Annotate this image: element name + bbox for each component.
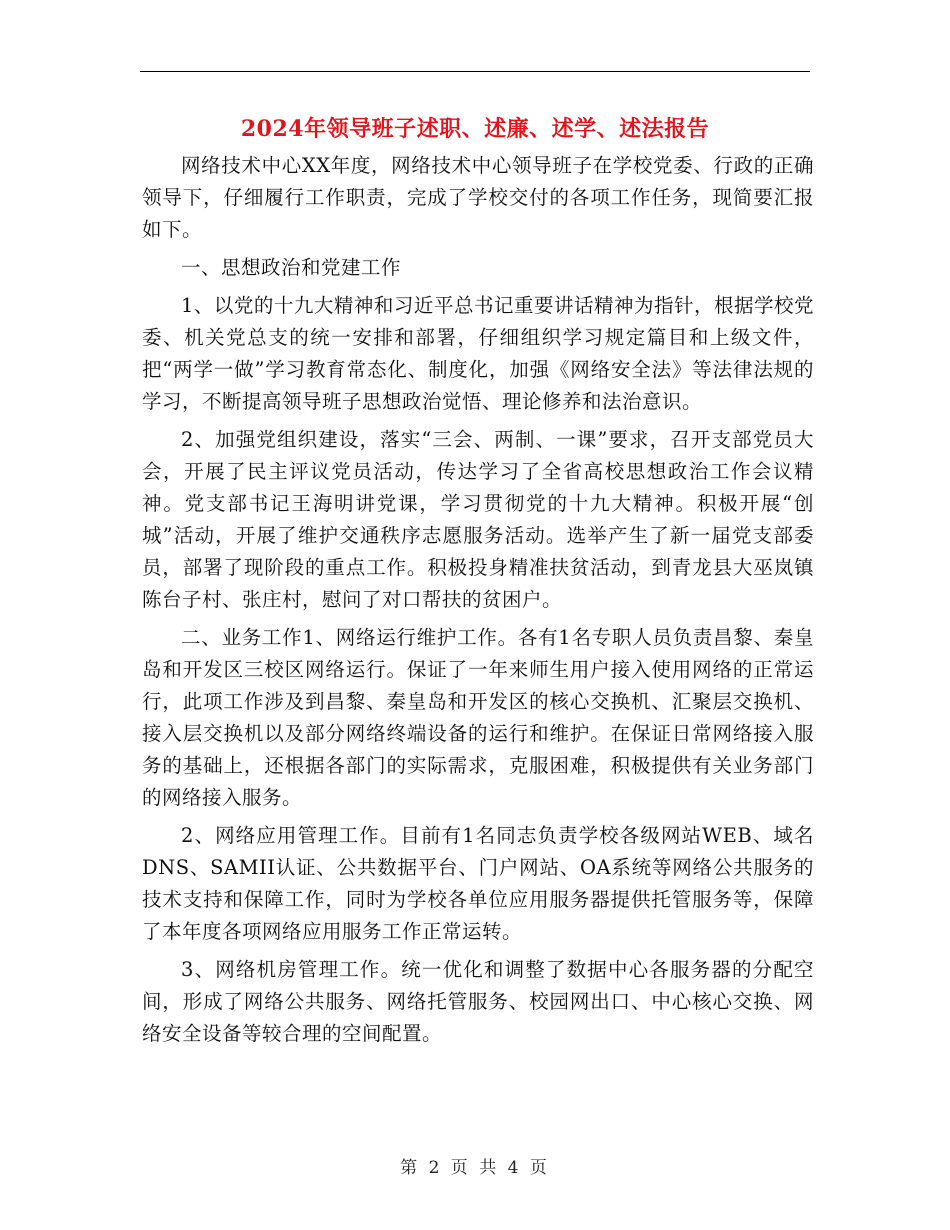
paragraph-network-operation: 二、业务工作1、网络运行维护工作。各有1名专职人员负责昌黎、秦皇岛和开发区三校区网络运行。保证了一年来师生用户接入使用网络的正常运行，此项工作涉及到昌黎、秦皇岛和开发区的核心交换机、汇聚层交换机、接入层交换机以及部分网络终端设备的运行和维护。在保证日常网络接入服务的基础上，还根据各部门的实际需求，克服困难，积极提供有关业务部门的网络接入服务。 xyxy=(142,626,814,809)
intro-paragraph: 网络技术中心XX年度，网络技术中心领导班子在学校党委、行政的正确领导下，仔细履行工作职责，完成了学校交付的各项工作任务，现简要汇报如下。 xyxy=(142,154,814,241)
page-number: 第 2 页 共 4 页 xyxy=(400,1158,550,1178)
section-heading-politics: 一、思想政治和党建工作 xyxy=(181,256,402,279)
paragraph-network-application: 2、网络应用管理工作。目前有1名同志负责学校各级网站WEB、域名DNS、SAMII认证、公共数据平台、门户网站、OA系统等网络公共服务的技术支持和保障工作，同时为学校各单位应用服务器提供托管服务等，保障了本年度各项网络应用服务工作正常运转。 xyxy=(142,824,814,943)
header-rule xyxy=(140,71,810,72)
paragraph-machine-room: 3、网络机房管理工作。统一优化和调整了数据中心各服务器的分配空间，形成了网络公共服务、网络托管服务、校园网出口、中心核心交换、网络安全设备等较合理的空间配置。 xyxy=(142,958,814,1045)
document-title: 2024年领导班子述职、述廉、述学、述法报告 xyxy=(240,116,710,142)
paragraph-study: 1、以党的十九大精神和习近平总书记重要讲话精神为指针，根据学校党委、机关党总支的统一安排和部署，仔细组织学习规定篇目和上级文件，把“两学一做”学习教育常态化、制度化，加强《网络安全法》等法律法规的学习，不断提高领导班子思想政治觉悟、理论修养和法治意识。 xyxy=(142,294,814,413)
document-body xyxy=(142,150,814,1056)
paragraph-party-building: 2、加强党组织建设，落实“三会、两制、一课”要求，召开支部党员大会，开展了民主评议党员活动，传达学习了全省高校思想政治工作会议精神。党支部书记王海明讲党课，学习贯彻党的十九大精神。积极开展“创城”活动，开展了维护交通秩序志愿服务活动。选举产生了新一届党支部委员，部署了现阶段的重点工作。积极投身精准扶贫活动，到青龙县大巫岚镇陈台子村、张庄村，慰问了对口帮扶的贫困户。 xyxy=(142,428,814,611)
